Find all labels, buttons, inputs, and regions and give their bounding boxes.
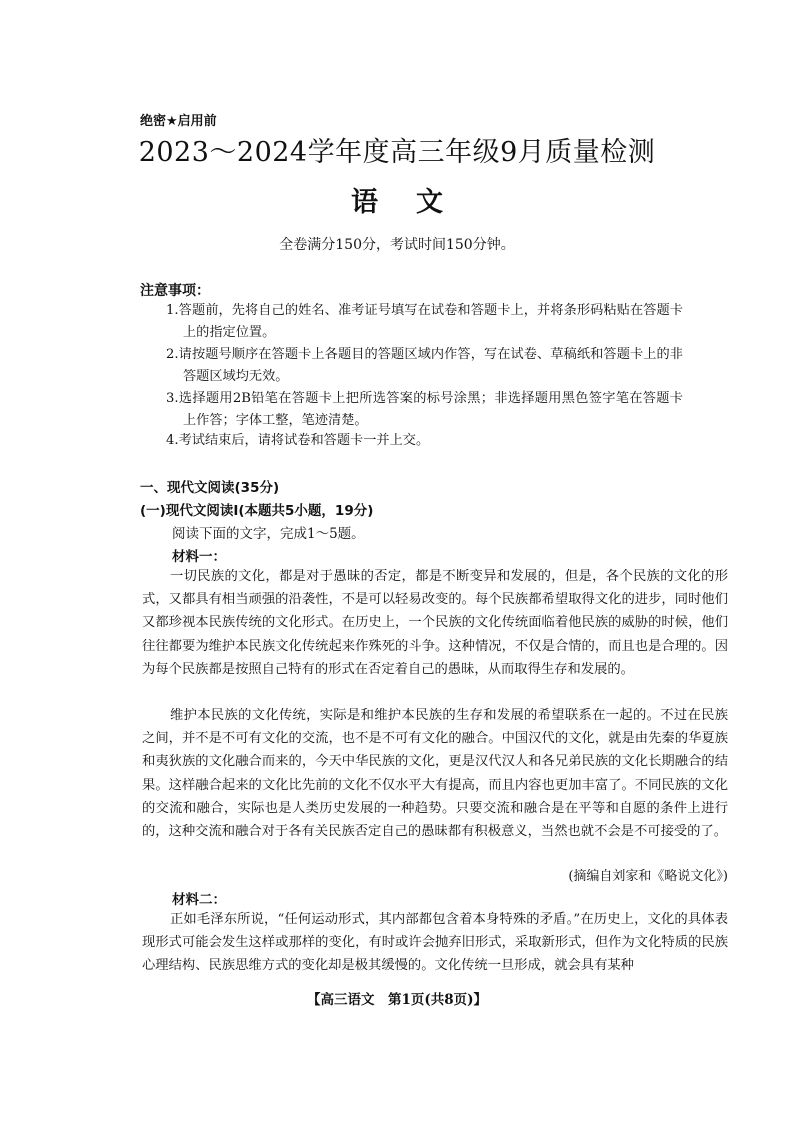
material-one-paragraph-2: 维护本民族的文化传统，实际是和维护本民族的生存和发展的希望联系在一起的。不过在民族之间，并不是不可有文化的交流，也不是不可有文化的融合。中国汉代的文化，就是由先秦的华夏族和夷狄族的文化融合而来的，今天中华民族的文化，更是汉代汉人和各兄弟民族的文化长期融合的结果。这样融合起来的文化比先前的文化不仅水平大有提高，而且内容也更加丰富了。不同民族的文化的交流和融合，实际也是人类历史发展的一种趋势。只要交流和融合是在平等和自愿的条件上进行的，这种交流和融合对于各有关民族否定自己的愚昧都有积极意义，当然也就不会是不可接受的了。 — [142, 708, 728, 840]
confidential-label: 绝密★启用前 — [140, 114, 217, 129]
exam-title: 2023～2024学年度高三年级9月质量检测 — [138, 137, 656, 168]
notice-item-2: 2.请按题号顺序在答题卡上各题目的答题区域内作答，写在试卷、草稿纸和答题卡上的非答题区域均无效。 — [166, 347, 683, 384]
subsection-heading: (一)现代文阅读Ⅰ(本题共5小题，19分) — [140, 503, 374, 519]
exam-meta: 全卷满分150分，考试时间150分钟。 — [279, 237, 515, 253]
section-heading: 一、现代文阅读(35分) — [140, 480, 280, 496]
material-one-label: 材料一： — [172, 549, 226, 565]
notice-item-3: 3.选择题用2B铅笔在答题卡上把所选答案的标号涂黑；非选择题用黑色签字笔在答题卡上作答；字体工整，笔迹清楚。 — [166, 391, 683, 428]
material-one-source: (摘编自刘家和《略说文化》) — [568, 869, 728, 884]
notice-item-4: 4.考试结束后，请将试卷和答题卡一并上交。 — [166, 433, 430, 448]
material-two-paragraph-1: 正如毛泽东所说，“任何运动形式，其内部都包含着本身特殊的矛盾。”在历史上，文化的具体表现形式可能会发生这样或那样的变化，有时或许会抛弃旧形式，采取新形式，但作为文化特质的民族心理结构、民族思维方式的变化却是极其缓慢的。文化传统一旦形成，就会具有某种 — [142, 912, 728, 974]
material-one-paragraph-1: 一切民族的文化，都是对于愚昧的否定，都是不断变异和发展的，但是，各个民族的文化的形式，又都具有相当顽强的沿袭性，不是可以轻易改变的。每个民族都希望取得文化的进步，同时他们又都珍视本民族传统的文化形式。在历史上，一个民族的文化传统面临着他民族的威胁的时候，他们往往都要为维护本民族文化传统起来作殊死的斗争。这种情况，不仅是合情的，而且也是合理的。因为每个民族都是按照自己特有的形式在否定着自己的愚昧，从而取得生存和发展的。 — [142, 569, 728, 677]
reading-instruction: 阅读下面的文字，完成1～5题。 — [172, 526, 365, 542]
page-footer: 【高三语文 第1页(共8页)】 — [306, 992, 488, 1008]
notices-heading: 注意事项： — [140, 283, 210, 299]
notice-item-1: 1.答题前，先将自己的姓名、准考证号填写在试卷和答题卡上，并将条形码粘贴在答题卡上的指定位置。 — [166, 303, 683, 340]
subject-title: 语文 — [351, 187, 481, 218]
material-two-label: 材料二： — [172, 892, 226, 908]
